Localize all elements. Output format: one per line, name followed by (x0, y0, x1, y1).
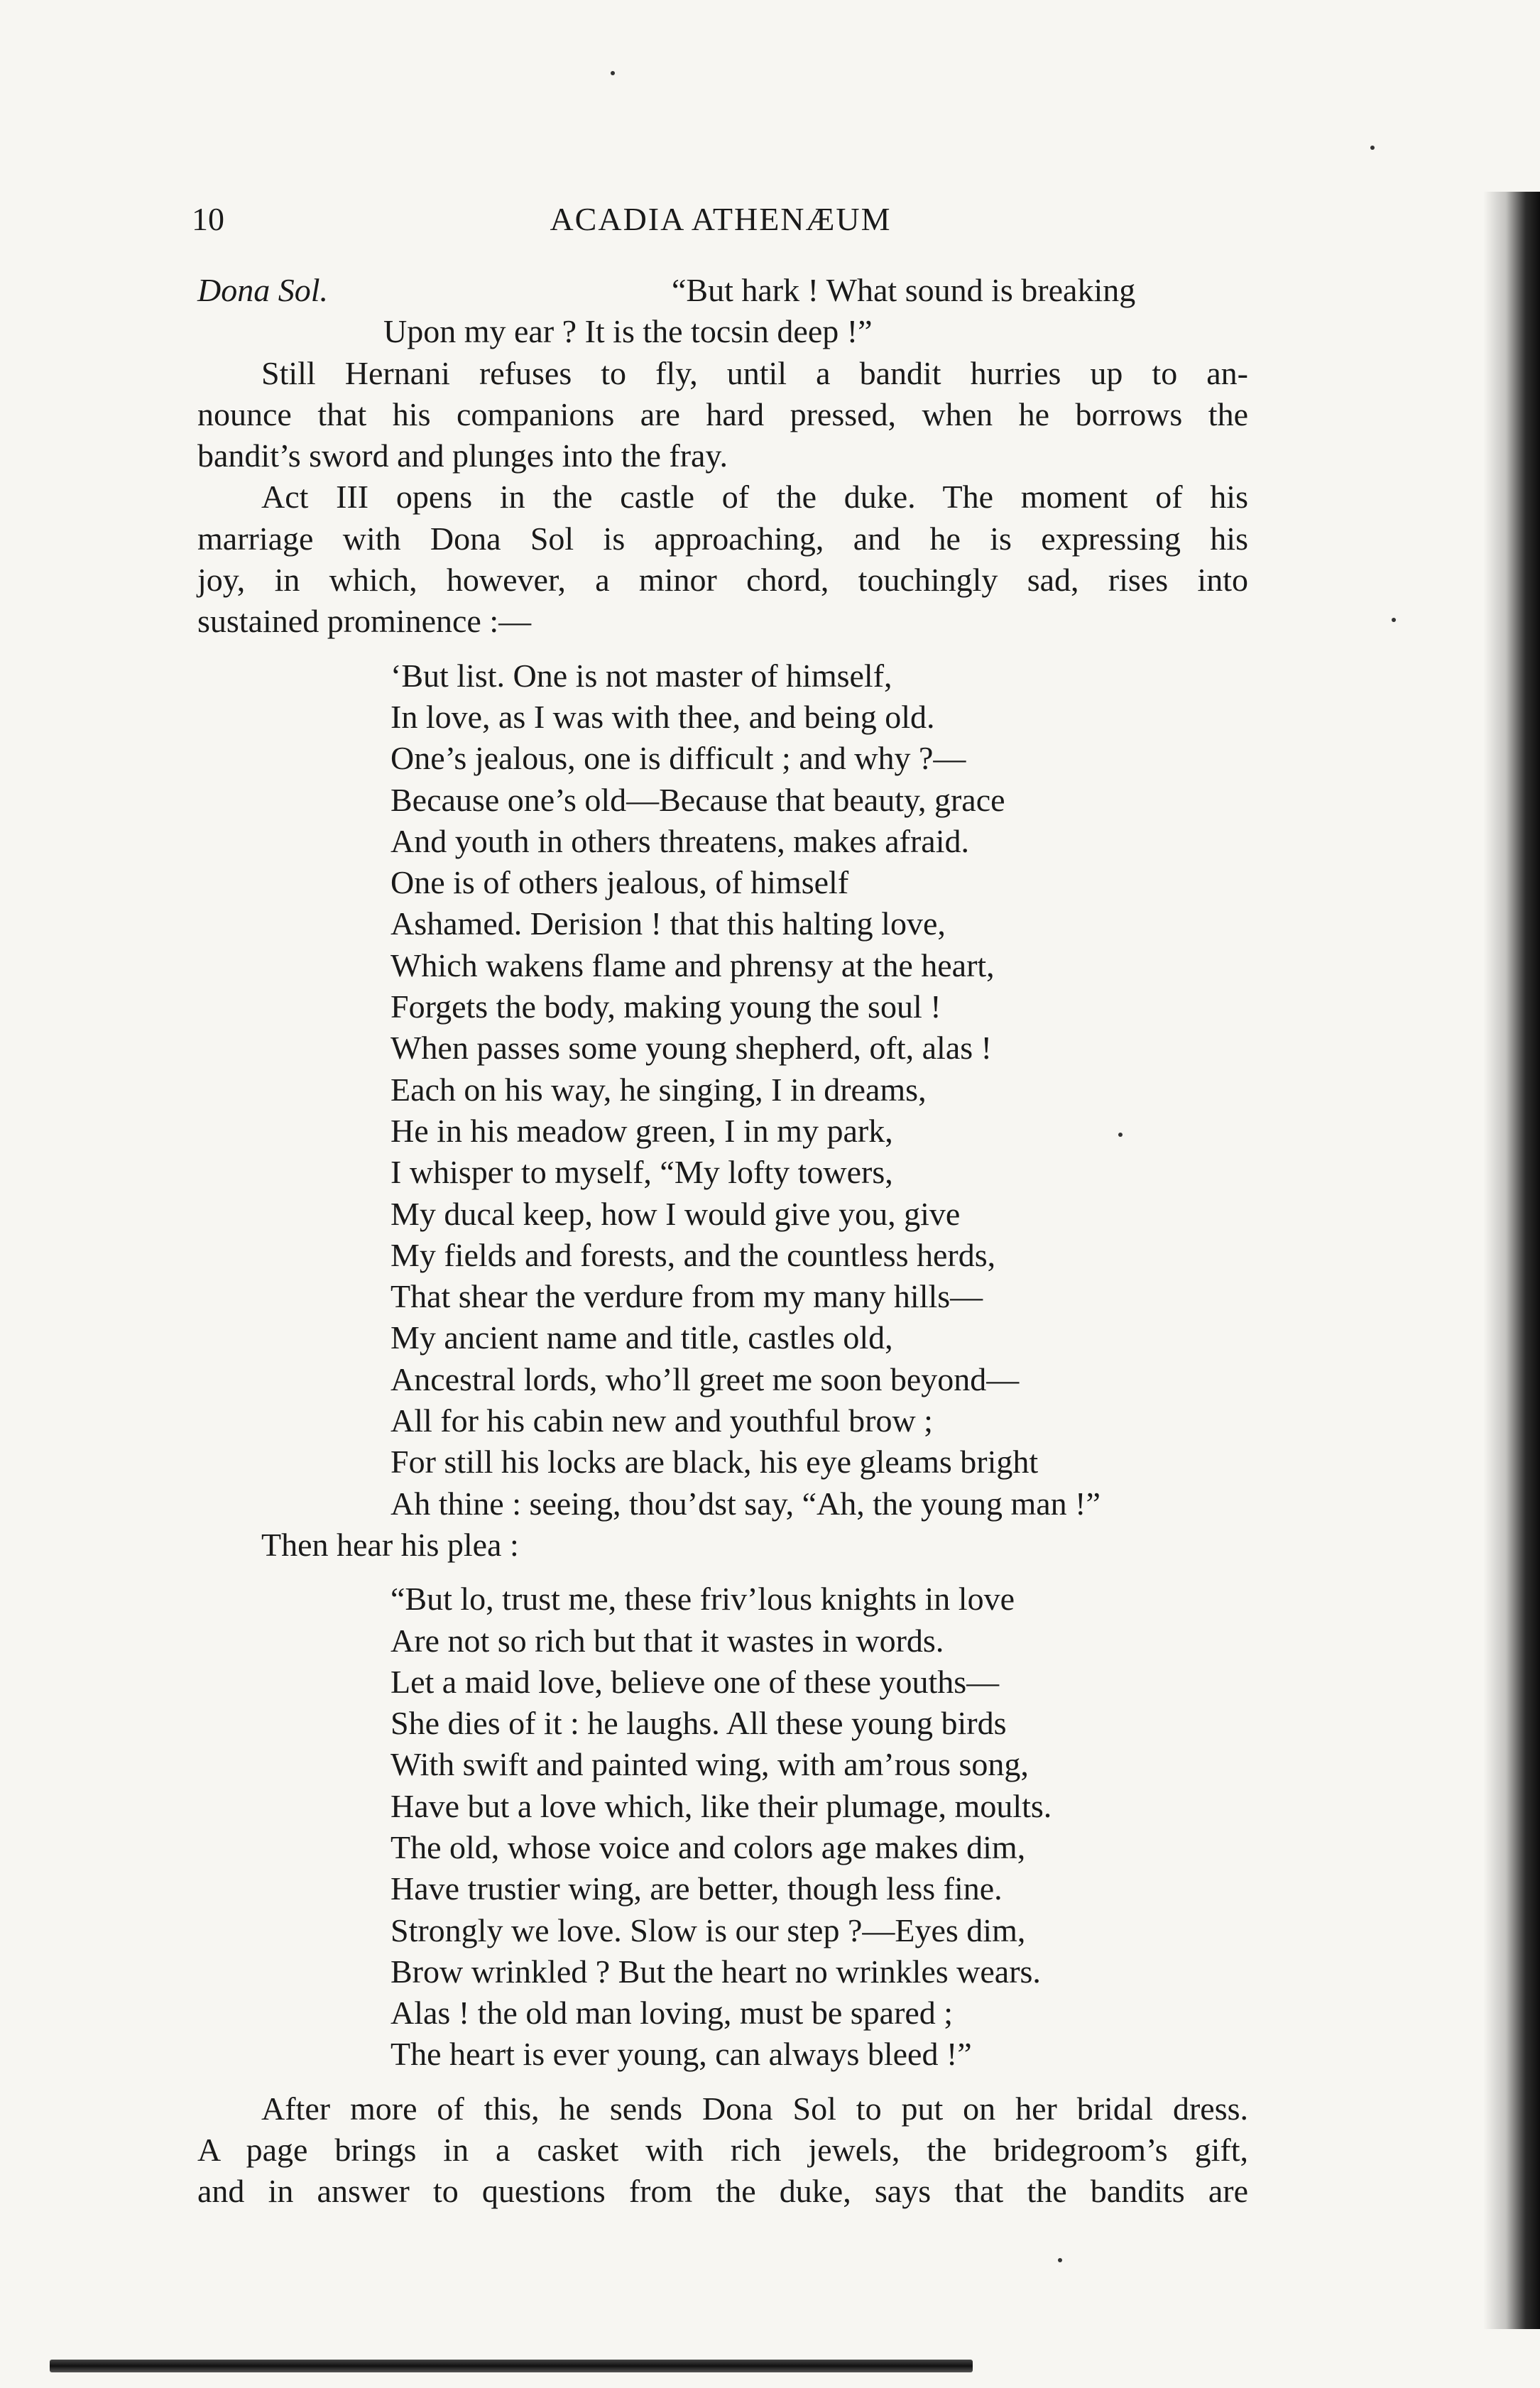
verse-line: When passes some young shepherd, oft, alas ! (391, 1030, 992, 1067)
verse-line: “But lo, trust me, these friv’lous knights in love (391, 1581, 1015, 1618)
print-speck (611, 71, 615, 75)
paragraph-line: After more of this, he sends Dona Sol to put on her bridal dress. (261, 2090, 1248, 2127)
paragraph-line: Still Hernani refuses to fly, until a bandit hurries up to an- (261, 354, 1248, 391)
verse-line: With swift and painted wing, with am’rous song, (391, 1746, 1029, 1783)
verse-line: Forgets the body, making young the soul ! (391, 988, 941, 1025)
verse-line: All for his cabin new and youthful brow ; (391, 1402, 933, 1439)
page-header (192, 200, 1250, 250)
binding-shadow (1483, 192, 1540, 2329)
print-speck (1370, 146, 1375, 150)
paragraph-line: marriage with Dona Sol is approaching, and he is expressing his (197, 520, 1248, 557)
paragraph-line: bandit’s sword and plunges into the fray. (197, 437, 728, 474)
verse-line: Ashamed. Derision ! that this halting love, (391, 905, 946, 942)
paragraph-line: Then hear his plea : (261, 1526, 519, 1563)
verse-line: She dies of it : he laughs. All these young birds (391, 1705, 1007, 1742)
verse-line: Ancestral lords, who’ll greet me soon beyond— (391, 1361, 1020, 1397)
verse-line: One is of others jealous, of himself (391, 864, 849, 901)
verse-line: Which wakens flame and phrensy at the heart, (391, 947, 995, 983)
speaker-name: Dona Sol. (197, 272, 328, 308)
paragraph-line: Act III opens in the castle of the duke. The moment of his (261, 479, 1248, 516)
verse-line: One’s jealous, one is difficult ; and why ?— (391, 740, 966, 777)
verse-line: The heart is ever young, can always bleed !” (391, 2036, 972, 2073)
verse-line: Alas ! the old man loving, must be spared ; (391, 1995, 954, 2032)
paragraph-line: joy, in which, however, a minor chord, touchingly sad, rises into (197, 562, 1248, 599)
print-speck (1118, 1133, 1123, 1137)
running-title: ACADIA ATHENÆUM (550, 201, 892, 237)
verse-line: Have but a love which, like their plumage, moults. (391, 1787, 1052, 1824)
page-body (197, 270, 1248, 2213)
verse-line: Have trustier wing, are better, though less fine. (391, 1870, 1003, 1907)
verse-line: My fields and forests, and the countless herds, (391, 1236, 996, 1273)
bottom-edge-mark (50, 2360, 973, 2372)
verse-line: The old, whose voice and colors age makes dim, (391, 1828, 1026, 1865)
verse-line: My ancient name and title, castles old, (391, 1319, 893, 1356)
verse-line: I whisper to myself, “My lofty towers, (391, 1154, 893, 1191)
paragraph-line: sustained prominence :— (197, 603, 532, 640)
verse-line: Brow wrinkled ? But the heart no wrinkles wears. (391, 1953, 1041, 1990)
verse-line: My ducal keep, how I would give you, give (391, 1195, 961, 1232)
verse-line: ‘But list. One is not master of himself, (391, 657, 892, 694)
verse-line: Each on his way, he singing, I in dreams, (391, 1071, 927, 1108)
verse-line: Are not so rich but that it wastes in words. (391, 1622, 944, 1659)
verse-block-2 (197, 1579, 1248, 2076)
verse-line: Let a maid love, believe one of these youths— (391, 1663, 1000, 1700)
dona-sol-line (197, 270, 1248, 311)
verse-line: For still his locks are black, his eye gleams bright (391, 1444, 1039, 1481)
verse-line: Ah thine : seeing, thou’dst say, “Ah, the young man !” (391, 1485, 1101, 1522)
page-number: 10 (192, 201, 224, 237)
verse-line: Strongly we love. Slow is our step ?—Eyes dim, (391, 1912, 1026, 1948)
print-speck (1058, 2258, 1062, 2262)
print-speck (1392, 618, 1396, 622)
paragraph-line: and in answer to questions from the duke, says that the bandits are (197, 2173, 1248, 2210)
verse-line: He in his meadow green, I in my park, (391, 1112, 893, 1149)
verse-line: And youth in others threatens, makes afraid. (391, 822, 969, 859)
verse-line: Because one’s old—Because that beauty, grace (391, 781, 1005, 818)
quote-line: “But hark ! What sound is breaking (672, 272, 1136, 308)
paragraph-line: nounce that his companions are hard pressed, when he borrows the (197, 396, 1248, 432)
paragraph-line: A page brings in a casket with rich jewels, the bridegroom’s gift, (197, 2132, 1248, 2169)
verse-block-1 (197, 655, 1248, 1525)
quote-line: Upon my ear ? It is the tocsin deep !” (383, 313, 873, 350)
verse-line: In love, as I was with thee, and being old. (391, 698, 935, 735)
verse-line: That shear the verdure from my many hills— (391, 1278, 983, 1315)
